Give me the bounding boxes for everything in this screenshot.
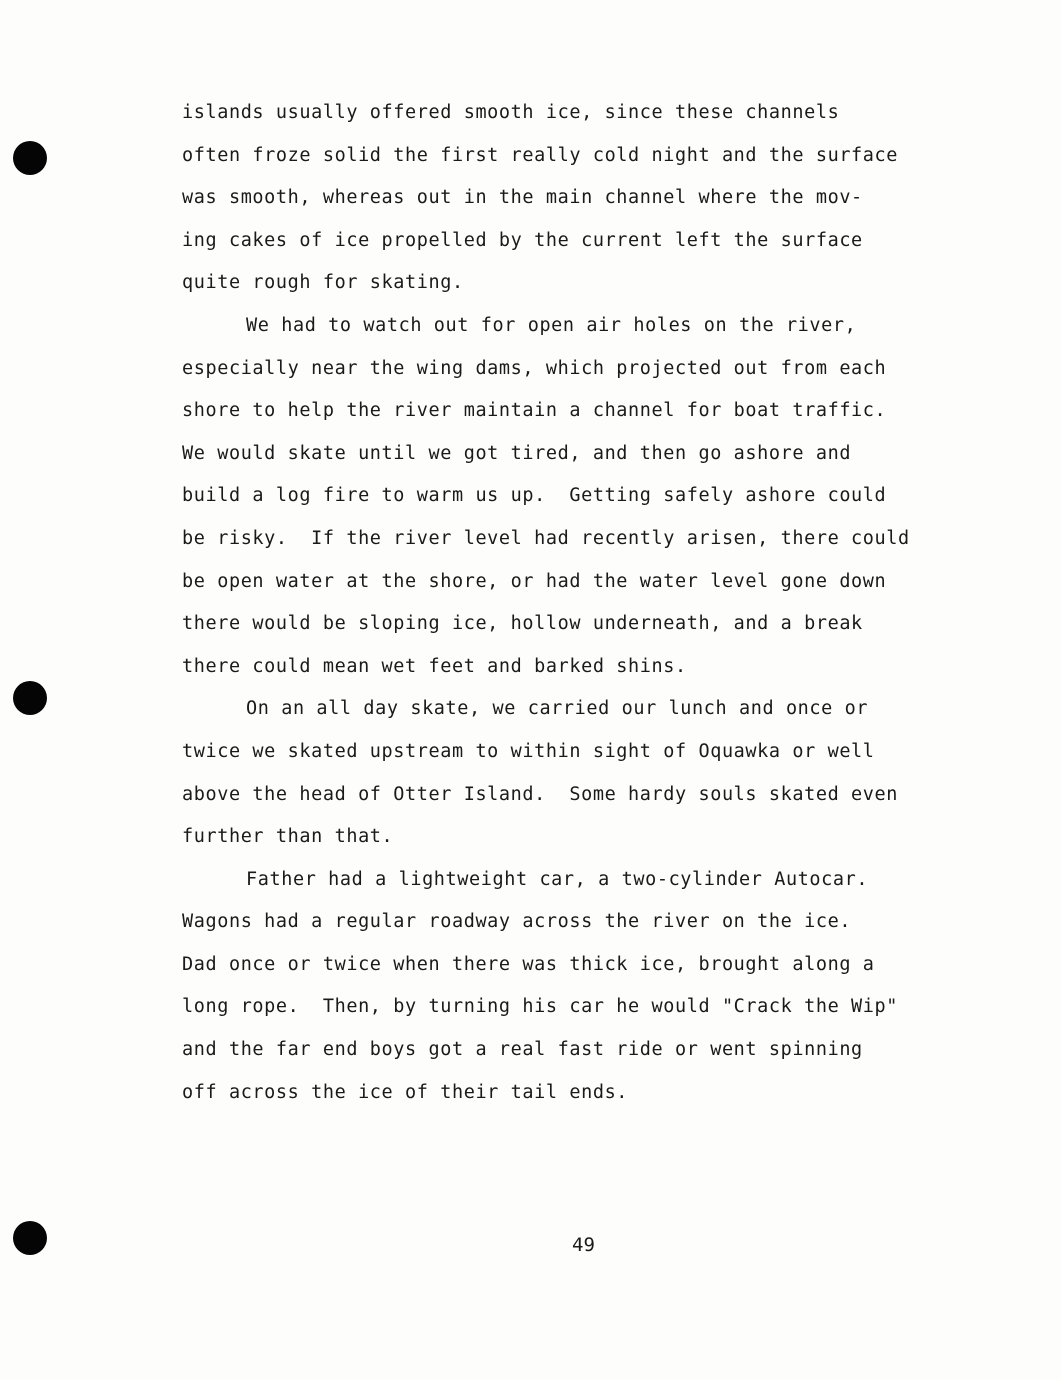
text-line: islands usually offered smooth ice, since these channels bbox=[182, 102, 840, 123]
text-line: and the far end boys got a real fast ride or went spinning bbox=[182, 1039, 863, 1061]
text-line: there could mean wet feet and barked shins. bbox=[182, 655, 687, 677]
paragraph-start-line: We had to watch out for open air holes on the river, bbox=[246, 314, 857, 336]
text-line: long rope. Then, by turning his car he would "Crack the Wip" bbox=[182, 996, 899, 1018]
body-text bbox=[182, 92, 982, 1114]
paragraph-start-line: Father had a lightweight car, a two-cylinder Autocar. bbox=[246, 868, 869, 890]
text-line: quite rough for skating. bbox=[182, 272, 464, 294]
text-line: especially near the wing dams, which projected out from each bbox=[182, 357, 887, 379]
text-line: ing cakes of ice propelled by the current left the surface bbox=[182, 229, 863, 251]
text-line: further than that. bbox=[182, 826, 394, 848]
paragraph-start-line: On an all day skate, we carried our lunch and once or bbox=[246, 698, 869, 720]
text-line: was smooth, whereas out in the main channel where the mov- bbox=[182, 187, 863, 209]
text-line: off across the ice of their tail ends. bbox=[182, 1081, 629, 1103]
punch-hole bbox=[13, 681, 47, 715]
text-line: above the head of Otter Island. Some hardy souls skated even bbox=[182, 783, 899, 805]
text-line: there would be sloping ice, hollow underneath, and a break bbox=[182, 613, 863, 635]
text-line: be risky. If the river level had recently arisen, there could bbox=[182, 527, 910, 549]
text-line: be open water at the shore, or had the water level gone down bbox=[182, 570, 887, 592]
punch-hole bbox=[13, 141, 47, 175]
punch-hole bbox=[13, 1221, 47, 1255]
text-line: We would skate until we got tired, and then go ashore and bbox=[182, 442, 852, 464]
text-line: Dad once or twice when there was thick ice, brought along a bbox=[182, 953, 875, 975]
text-line: twice we skated upstream to within sight of Oquawka or well bbox=[182, 740, 875, 762]
text-line: often froze solid the first really cold night and the surface bbox=[182, 144, 899, 166]
text-line: Wagons had a regular roadway across the river on the ice. bbox=[182, 911, 852, 933]
text-line: build a log fire to warm us up. Getting safely ashore could bbox=[182, 485, 887, 507]
page-number: 49 bbox=[572, 1234, 595, 1256]
text-line: shore to help the river maintain a channel for boat traffic. bbox=[182, 400, 887, 422]
